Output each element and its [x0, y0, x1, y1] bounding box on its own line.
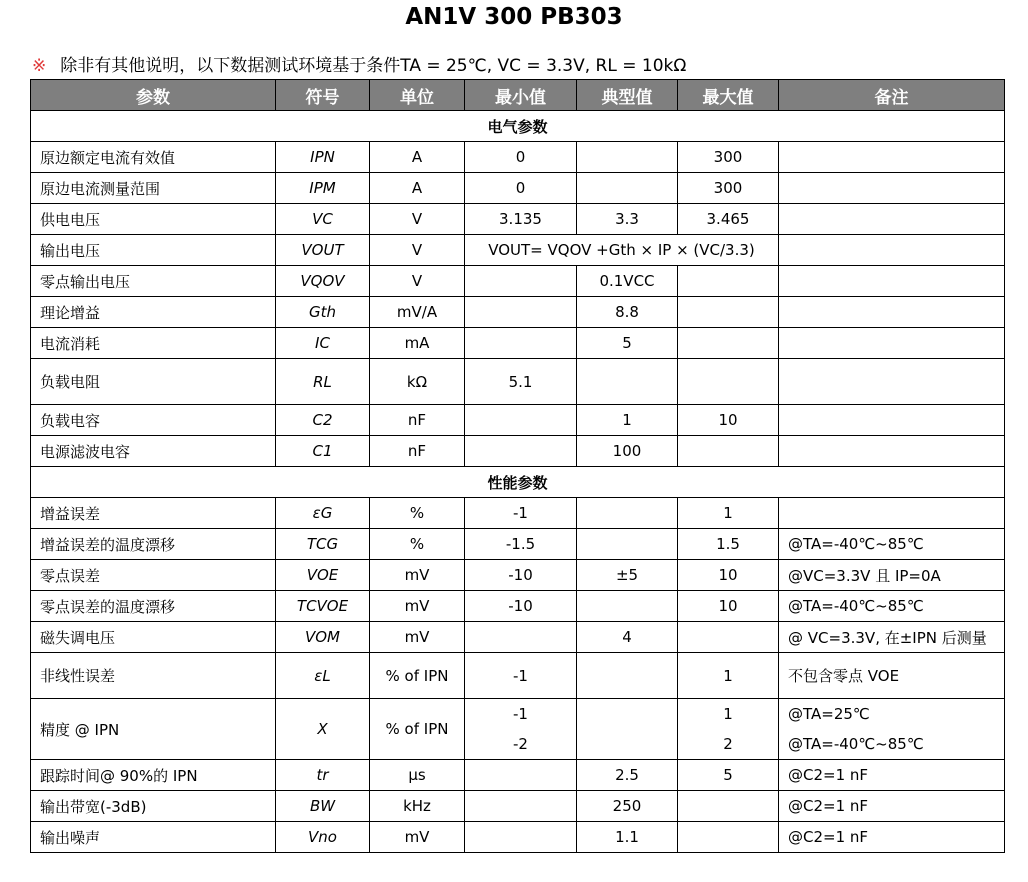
param-typ: 3.3 [577, 204, 678, 235]
table-row [31, 622, 1005, 653]
param-name: 跟踪时间@ 90%的 IPN [31, 760, 276, 791]
accuracy-min-25c: -1 [513, 705, 528, 723]
param-unit: nF [370, 436, 465, 467]
param-typ: ±5 [577, 560, 678, 591]
table-row [31, 266, 1005, 297]
section-performance: 性能参数 [31, 467, 1005, 498]
param-max: 3.465 [678, 204, 779, 235]
param-typ [577, 653, 678, 699]
param-symbol: BW [276, 791, 370, 822]
accuracy-remark-25c: @TA=25℃ [788, 705, 870, 723]
header-unit: 单位 [370, 80, 465, 111]
param-min [465, 822, 577, 853]
param-unit: mV [370, 560, 465, 591]
param-symbol: IC [276, 328, 370, 359]
param-remark [779, 405, 1005, 436]
table-row [31, 822, 1005, 853]
param-name: 增益误差的温度漂移 [31, 529, 276, 560]
param-min: -10 [465, 560, 577, 591]
accuracy-min-range: -2 [513, 735, 528, 753]
table-row [31, 653, 1005, 699]
param-min: -1 [465, 653, 577, 699]
param-symbol: VOUT [276, 235, 370, 266]
param-remark [779, 699, 1005, 760]
param-unit: V [370, 235, 465, 266]
header-max: 最大值 [678, 80, 779, 111]
table-row [31, 173, 1005, 204]
param-symbol: IPM [276, 173, 370, 204]
param-name: 增益误差 [31, 498, 276, 529]
param-typ: 100 [577, 436, 678, 467]
param-remark [779, 297, 1005, 328]
param-min [465, 436, 577, 467]
param-max [678, 297, 779, 328]
param-unit: mV/A [370, 297, 465, 328]
param-remark [779, 436, 1005, 467]
section-row [31, 111, 1005, 142]
param-symbol: TCG [276, 529, 370, 560]
table-row [31, 436, 1005, 467]
param-name: 理论增益 [31, 297, 276, 328]
param-min [465, 297, 577, 328]
param-typ: 8.8 [577, 297, 678, 328]
param-name: 输出带宽(-3dB) [31, 791, 276, 822]
param-unit: V [370, 204, 465, 235]
param-min [465, 405, 577, 436]
param-remark [779, 266, 1005, 297]
param-unit: % of IPN [370, 653, 465, 699]
header-param: 参数 [31, 80, 276, 111]
param-max: 10 [678, 560, 779, 591]
param-symbol: εG [276, 498, 370, 529]
param-symbol: C2 [276, 405, 370, 436]
note-text: 除非有其他说明，以下数据测试环境基于条件TA = 25℃, VC = 3.3V, RL = 10kΩ [60, 56, 687, 76]
param-unit: % [370, 529, 465, 560]
param-symbol: VOE [276, 560, 370, 591]
param-name: 原边电流测量范围 [31, 173, 276, 204]
param-min: 0 [465, 142, 577, 173]
param-remark [779, 142, 1005, 173]
param-unit: kHz [370, 791, 465, 822]
param-unit: nF [370, 405, 465, 436]
param-name: 电源滤波电容 [31, 436, 276, 467]
param-unit: μs [370, 760, 465, 791]
param-max [678, 822, 779, 853]
param-max: 300 [678, 173, 779, 204]
param-unit: kΩ [370, 359, 465, 405]
table-row [31, 498, 1005, 529]
param-max [678, 359, 779, 405]
param-min [465, 622, 577, 653]
param-min [465, 699, 577, 760]
param-unit: % [370, 498, 465, 529]
table-row [31, 760, 1005, 791]
param-name: 零点输出电压 [31, 266, 276, 297]
accuracy-max-25c: 1 [723, 705, 733, 723]
param-remark [779, 204, 1005, 235]
param-remark: @TA=-40℃~85℃ [779, 591, 1005, 622]
param-max [678, 328, 779, 359]
param-unit: % of IPN [370, 699, 465, 760]
param-typ: 4 [577, 622, 678, 653]
section-electrical: 电气参数 [31, 111, 1005, 142]
note-mark: ※ [32, 56, 47, 76]
table-row [31, 591, 1005, 622]
param-name: 输出噪声 [31, 822, 276, 853]
param-symbol: Vno [276, 822, 370, 853]
param-remark: 不包含零点 VOE [779, 653, 1005, 699]
param-max: 1 [678, 498, 779, 529]
table-row [31, 699, 1005, 760]
param-remark: @C2=1 nF [779, 791, 1005, 822]
param-max: 1.5 [678, 529, 779, 560]
param-min: 3.135 [465, 204, 577, 235]
param-min [465, 266, 577, 297]
accuracy-remark-range: @TA=-40℃~85℃ [788, 735, 924, 753]
param-name: 负载电容 [31, 405, 276, 436]
param-remark: @C2=1 nF [779, 822, 1005, 853]
param-min: -10 [465, 591, 577, 622]
param-remark [779, 359, 1005, 405]
param-remark [779, 235, 1005, 266]
output-voltage-formula: VOUT= VQOV +Gth × IP × (VC/3.3) [465, 235, 779, 266]
param-unit: mV [370, 622, 465, 653]
param-remark: @TA=-40℃~85℃ [779, 529, 1005, 560]
param-remark [779, 498, 1005, 529]
param-typ [577, 142, 678, 173]
param-unit: mA [370, 328, 465, 359]
param-name: 零点误差的温度漂移 [31, 591, 276, 622]
param-max: 5 [678, 760, 779, 791]
param-name: 磁失调电压 [31, 622, 276, 653]
param-max: 300 [678, 142, 779, 173]
param-unit: A [370, 173, 465, 204]
param-symbol: TCVOE [276, 591, 370, 622]
header-min: 最小值 [465, 80, 577, 111]
param-remark [779, 173, 1005, 204]
header-symbol: 符号 [276, 80, 370, 111]
param-remark [779, 328, 1005, 359]
param-min [465, 791, 577, 822]
param-symbol: VOM [276, 622, 370, 653]
param-unit: mV [370, 591, 465, 622]
section-row [31, 467, 1005, 498]
table-row [31, 204, 1005, 235]
param-typ: 1.1 [577, 822, 678, 853]
param-name: 供电电压 [31, 204, 276, 235]
param-symbol: εL [276, 653, 370, 699]
param-typ: 250 [577, 791, 678, 822]
accuracy-max-range: 2 [723, 735, 733, 753]
table-row [31, 328, 1005, 359]
header-remark: 备注 [779, 80, 1005, 111]
table-row [31, 297, 1005, 328]
param-max: 10 [678, 405, 779, 436]
param-name: 零点误差 [31, 560, 276, 591]
param-name: 原边额定电流有效值 [31, 142, 276, 173]
param-remark: @C2=1 nF [779, 760, 1005, 791]
param-typ: 5 [577, 328, 678, 359]
table-row [31, 405, 1005, 436]
table-row [31, 142, 1005, 173]
param-typ [577, 173, 678, 204]
param-min [465, 328, 577, 359]
param-name: 精度 @ IPN [31, 699, 276, 760]
param-min [465, 760, 577, 791]
header-typ: 典型值 [577, 80, 678, 111]
table-row [31, 560, 1005, 591]
param-min: -1 [465, 498, 577, 529]
param-max [678, 622, 779, 653]
param-name: 输出电压 [31, 235, 276, 266]
param-typ [577, 529, 678, 560]
param-name: 非线性误差 [31, 653, 276, 699]
param-symbol: VC [276, 204, 370, 235]
param-name: 电流消耗 [31, 328, 276, 359]
param-remark: @VC=3.3V 且 IP=0A [779, 560, 1005, 591]
table-row [31, 529, 1005, 560]
param-max: 10 [678, 591, 779, 622]
param-symbol: tr [276, 760, 370, 791]
param-max [678, 436, 779, 467]
param-max [678, 699, 779, 760]
param-symbol: Gth [276, 297, 370, 328]
param-unit: V [370, 266, 465, 297]
param-typ [577, 359, 678, 405]
param-typ: 2.5 [577, 760, 678, 791]
param-unit: A [370, 142, 465, 173]
param-symbol: IPN [276, 142, 370, 173]
param-typ: 0.1VCC [577, 266, 678, 297]
param-min: -1.5 [465, 529, 577, 560]
param-unit: mV [370, 822, 465, 853]
param-symbol: X [276, 699, 370, 760]
table-row [31, 359, 1005, 405]
param-remark: @ VC=3.3V, 在±IPN 后测量 [779, 622, 1005, 653]
document-title: AN1V 300 PB303 [405, 4, 623, 30]
param-typ: 1 [577, 405, 678, 436]
param-min: 5.1 [465, 359, 577, 405]
param-name: 负载电阻 [31, 359, 276, 405]
param-min: 0 [465, 173, 577, 204]
param-max [678, 791, 779, 822]
spec-table [30, 79, 1005, 853]
param-symbol: C1 [276, 436, 370, 467]
param-typ [577, 591, 678, 622]
param-max: 1 [678, 653, 779, 699]
param-symbol: RL [276, 359, 370, 405]
param-symbol: VQOV [276, 266, 370, 297]
table-header-row [31, 80, 1005, 111]
param-typ [577, 498, 678, 529]
param-max [678, 266, 779, 297]
table-row [31, 235, 1005, 266]
table-row [31, 791, 1005, 822]
param-typ [577, 699, 678, 760]
test-condition-note [32, 51, 686, 76]
